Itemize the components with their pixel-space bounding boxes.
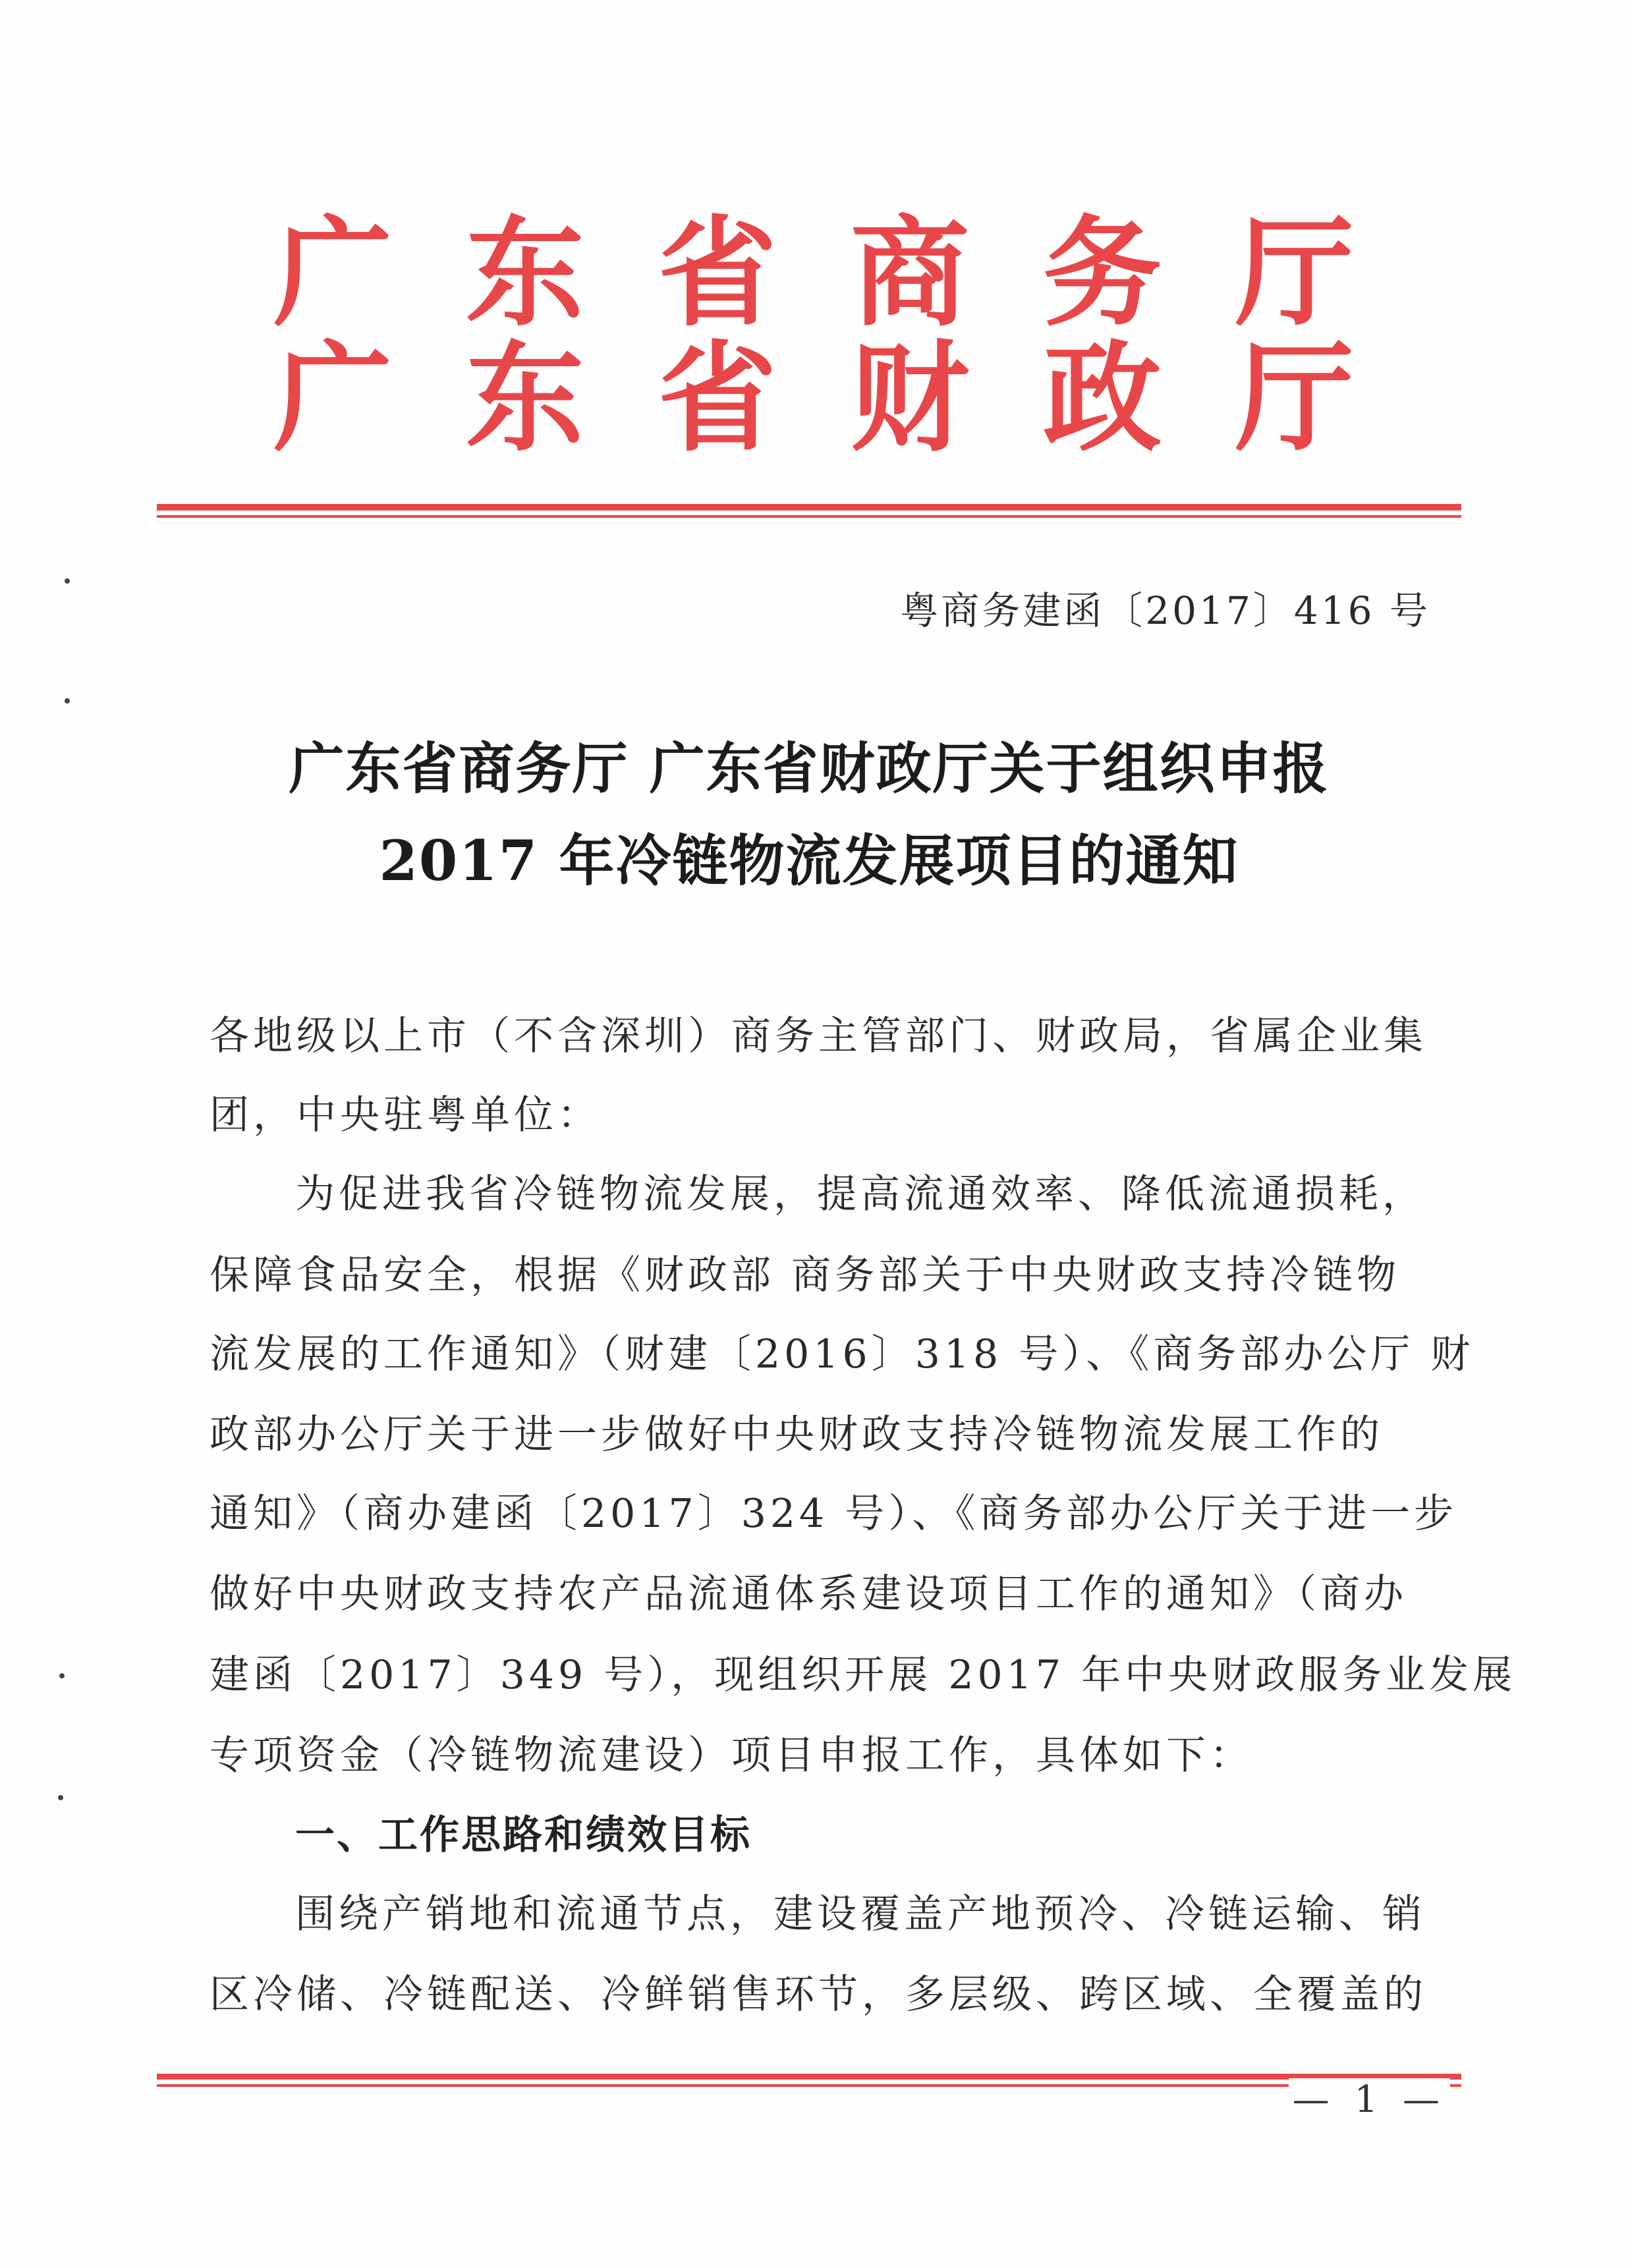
body-line: 做好中央财政支持农产品流通体系建设项目工作的通知》（商办 (210, 1571, 1407, 1617)
body-line: 区冷储、冷链配送、冷鲜销售环节，多层级、跨区域、全覆盖的 (210, 1972, 1427, 2018)
page-number: — 1 — (1289, 2078, 1450, 2121)
masthead-char: 东 (465, 204, 584, 343)
masthead-divider-thin (157, 515, 1461, 518)
masthead-char: 厅 (1235, 329, 1354, 468)
masthead-char: 省 (658, 329, 777, 468)
document-title-line-2: 2017 年冷链物流发展项目的通知 (379, 828, 1239, 893)
body-line: 团，中央驻粤单位： (210, 1092, 601, 1138)
masthead-char: 东 (465, 329, 584, 468)
scan-dot (59, 1673, 65, 1678)
masthead-char: 省 (658, 204, 777, 343)
scan-dot (65, 698, 70, 704)
scan-dot (65, 578, 70, 584)
masthead-char: 广 (273, 204, 392, 343)
body-line: 流发展的工作通知》（财建〔2016〕318 号）、《商务部办公厅 财 (210, 1331, 1474, 1377)
scan-dot (58, 1795, 63, 1800)
body-line: 建函〔2017〕349 号），现组织开展 2017 年中央财政服务业发展 (210, 1652, 1517, 1698)
body-line: 保障食品安全，根据《财政部 商务部关于中央财政支持冷链物 (210, 1252, 1401, 1298)
body-line: 各地级以上市（不含深圳）商务主管部门、财政局，省属企业集 (210, 1013, 1427, 1059)
section-heading: 一、工作思路和绩效目标 (295, 1812, 752, 1858)
masthead-char: 广 (273, 329, 392, 468)
masthead-line-2 (267, 329, 1361, 468)
masthead-char: 务 (1042, 204, 1162, 343)
body-line: 为促进我省冷链物流发展，提高流通效率、降低流通损耗， (295, 1171, 1426, 1217)
masthead-line-1 (267, 204, 1361, 343)
body-line: 通知》（商办建函〔2017〕324 号）、《商务部办公厅关于进一步 (210, 1491, 1458, 1537)
masthead-char: 财 (850, 329, 969, 468)
masthead-char: 政 (1042, 329, 1162, 468)
footer-divider-thin (157, 2084, 1461, 2087)
document-title-line-1: 广东省商务厅 广东省财政厅关于组织申报 (289, 736, 1330, 801)
body-line: 专项资金（冷链物流建设）项目申报工作，具体如下： (210, 1732, 1253, 1779)
masthead-divider-thick (157, 504, 1461, 511)
masthead-char: 厅 (1235, 204, 1354, 343)
body-line: 围绕产销地和流通节点，建设覆盖产地预冷、冷链运输、销 (295, 1891, 1426, 1937)
masthead-char: 商 (850, 204, 969, 343)
document-number: 粤商务建函〔2017〕416 号 (900, 588, 1430, 633)
body-line: 政部办公厅关于进一步做好中央财政支持冷链物流发展工作的 (210, 1412, 1384, 1458)
footer-divider-thick (157, 2074, 1461, 2080)
